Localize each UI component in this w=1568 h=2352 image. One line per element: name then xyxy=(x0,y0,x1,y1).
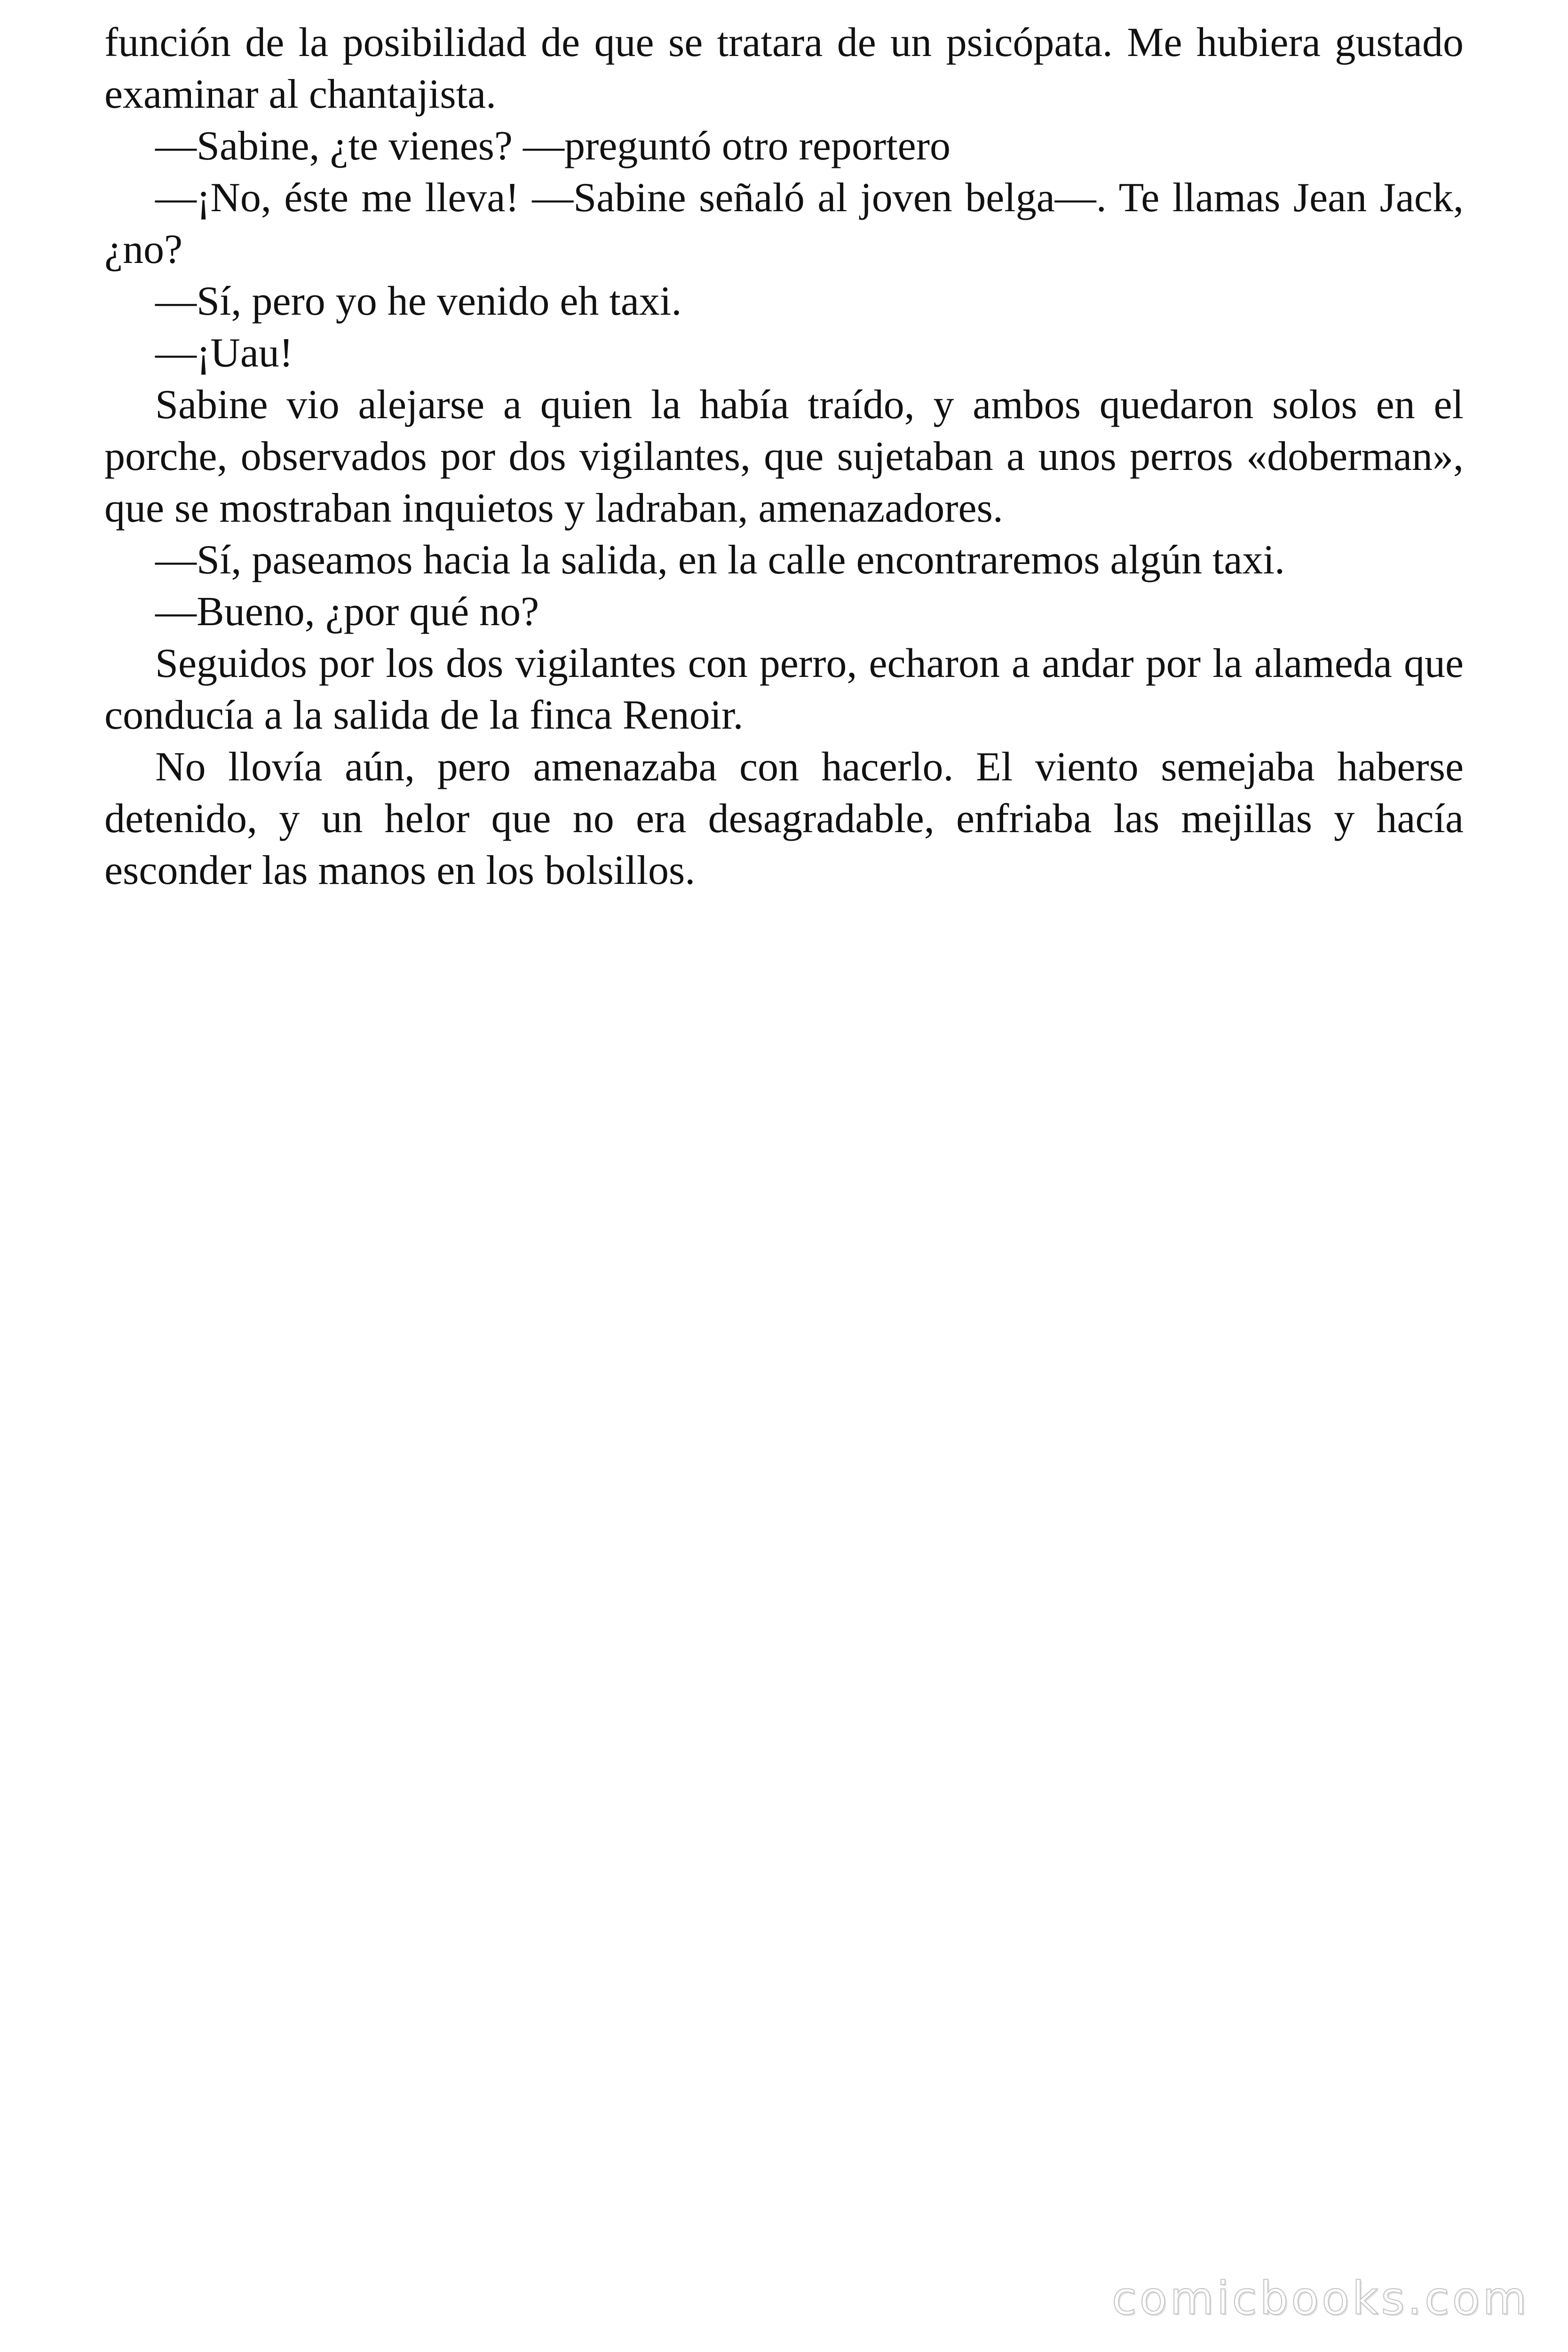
paragraph-1: función de la posibilidad de que se tratara de un psicópata. Me hubiera gustado examinar al chantajista. xyxy=(104,20,1464,117)
paragraph-6: Sabine vio alejarse a quien la había traído, y ambos quedaron solos en el porche, observados por dos vigilantes, que sujetaban a unos perros «doberman», que se mostraban inquietos y ladraban, amenazadores. xyxy=(104,382,1464,531)
paragraph-4: —Sí, pero yo he venido eh taxi. xyxy=(155,278,682,324)
body-text xyxy=(104,17,1464,897)
paragraph-9: Seguidos por los dos vigilantes con perro, echaron a andar por la alameda que conducía a la salida de la finca Renoir. xyxy=(104,641,1464,738)
paragraph-5: —¡Uau! xyxy=(155,330,293,376)
paragraph-8: —Bueno, ¿por qué no? xyxy=(155,589,539,635)
paragraph-7: —Sí, paseamos hacia la salida, en la calle encontraremos algún taxi. xyxy=(155,537,1285,583)
paragraph-10: No llovía aún, pero amenazaba con hacerlo. El viento semejaba haberse detenido, y un helor que no era desagradable, enfriaba las mejillas y hacía esconder las manos en los bolsillos. xyxy=(104,744,1464,893)
paragraph-3: —¡No, éste me lleva! —Sabine señaló al joven belga—. Te llamas Jean Jack, ¿no? xyxy=(104,175,1464,272)
watermark-text: comicbooks.com xyxy=(1111,2272,1529,2325)
paragraph-2: —Sabine, ¿te vienes? —preguntó otro reportero xyxy=(155,123,950,169)
